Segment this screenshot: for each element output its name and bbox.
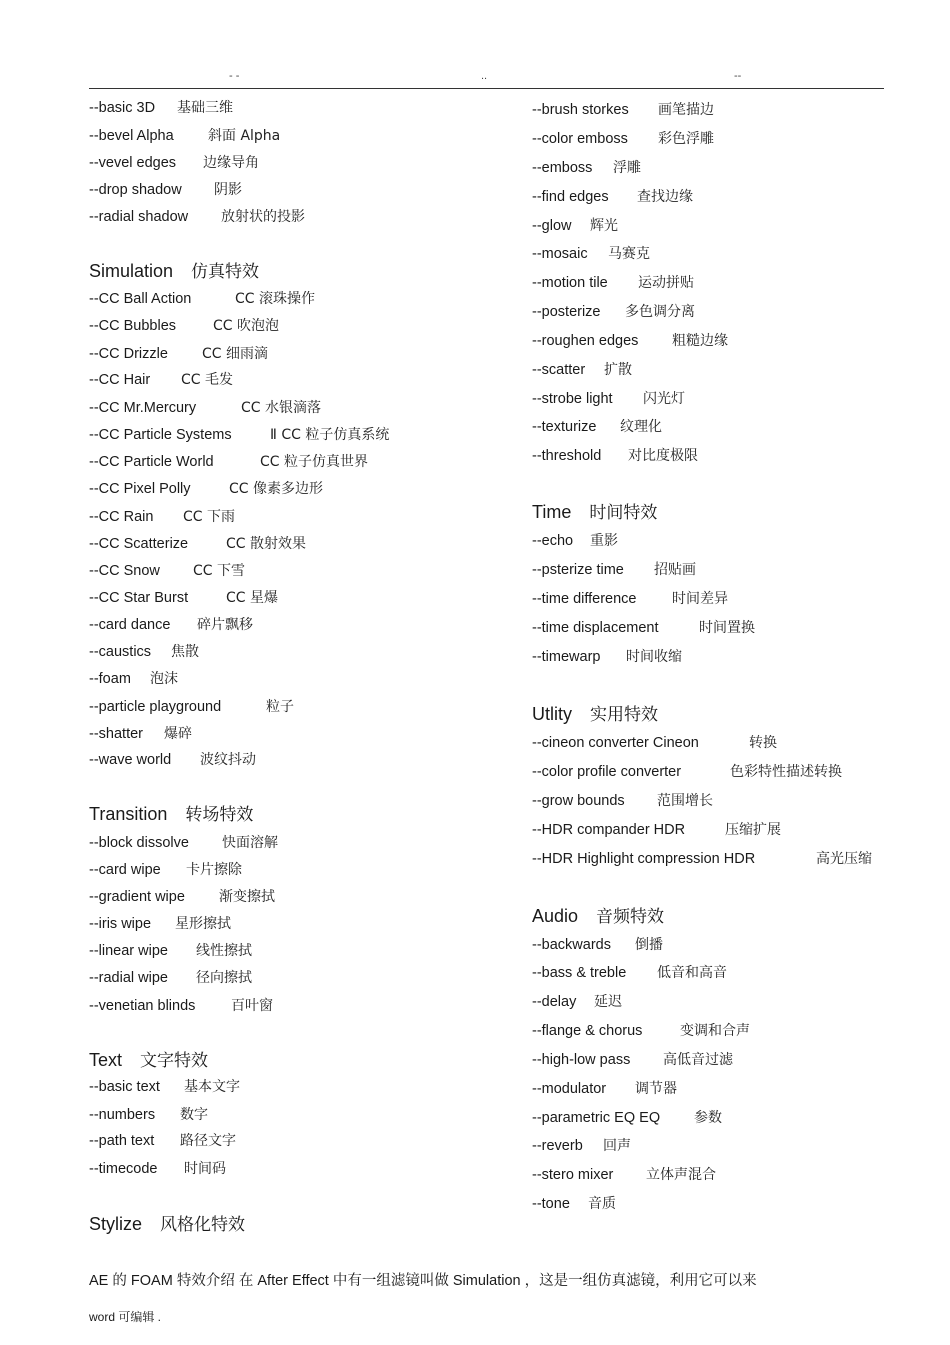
section-heading-en: Stylize xyxy=(89,1214,143,1234)
effect-item xyxy=(532,1079,677,1099)
section-heading-cn: 转场特效 xyxy=(185,805,254,825)
effect-name-en: --delay xyxy=(532,994,577,1010)
effect-name-cn: 纹理化 xyxy=(620,419,662,435)
effect-name-en: --foam xyxy=(89,671,131,687)
effect-item xyxy=(532,1050,733,1070)
effect-item xyxy=(89,507,235,527)
effect-name-en: --modulator xyxy=(532,1081,607,1097)
effect-name-cn: 变调和合声 xyxy=(680,1023,750,1039)
effect-name-en: --grow bounds xyxy=(532,793,625,809)
effect-item xyxy=(532,762,842,782)
effect-name-cn: 查找边缘 xyxy=(637,189,693,205)
effect-item xyxy=(532,647,682,667)
effect-name-en: --gradient wipe xyxy=(89,889,185,905)
effect-item xyxy=(89,370,233,390)
effect-name-cn: 路径文字 xyxy=(180,1133,236,1149)
effect-name-cn: CC 星爆 xyxy=(226,590,279,606)
section-heading-en: Audio xyxy=(532,906,579,926)
header-center-mark: .. xyxy=(481,70,488,82)
effect-name-cn: CC 像素多边形 xyxy=(229,481,324,497)
effect-name-cn: CC 吹泡泡 xyxy=(213,318,280,334)
effect-item xyxy=(532,935,663,955)
section-heading-cn: 文字特效 xyxy=(140,1051,209,1071)
effect-name-en: --timewarp xyxy=(532,649,601,665)
section-heading-en: Transition xyxy=(89,804,168,824)
effect-name-cn: CC 下雪 xyxy=(193,563,246,579)
effect-name-cn: 参数 xyxy=(694,1110,722,1126)
effect-item xyxy=(532,820,781,840)
effect-item xyxy=(89,344,268,364)
page-header xyxy=(89,68,884,89)
effect-name-en: --CC Particle World xyxy=(89,454,214,470)
effect-item xyxy=(89,750,256,770)
effect-name-cn: 范围增长 xyxy=(657,793,713,809)
effect-item xyxy=(532,446,698,466)
effect-name-cn: 边缘导角 xyxy=(203,155,259,171)
effect-item xyxy=(532,302,695,322)
effect-name-cn: CC 细雨滴 xyxy=(202,346,269,362)
effect-name-cn: 运动拼贴 xyxy=(638,275,694,291)
effect-name-en: --threshold xyxy=(532,448,602,464)
effect-name-en: --path text xyxy=(89,1133,155,1149)
effect-name-en: --basic text xyxy=(89,1079,160,1095)
effect-item xyxy=(89,860,242,880)
effect-name-en: --card dance xyxy=(89,617,171,633)
section-heading-en: Text xyxy=(89,1050,123,1070)
effect-item xyxy=(532,360,632,380)
effect-name-en: --HDR Highlight compression HDR xyxy=(532,851,756,867)
effect-name-cn: 时间码 xyxy=(184,1161,226,1177)
section-heading-cn: 仿真特效 xyxy=(191,262,260,282)
effect-name-en: --HDR compander HDR xyxy=(532,822,686,838)
effect-name-cn: 低音和高音 xyxy=(657,965,727,981)
section-heading-en: Utlity xyxy=(532,704,572,724)
effect-name-cn: 压缩扩展 xyxy=(725,822,781,838)
effect-item xyxy=(532,1108,722,1128)
header-left-mark: - - xyxy=(229,70,240,82)
effect-name-en: --emboss xyxy=(532,160,593,176)
effect-name-en: --roughen edges xyxy=(532,333,639,349)
effect-name-en: --radial wipe xyxy=(89,970,168,986)
section-heading xyxy=(89,259,259,284)
effect-item xyxy=(532,417,662,437)
effect-item xyxy=(89,98,233,118)
effect-name-en: --bass & treble xyxy=(532,965,627,981)
effect-item xyxy=(89,697,294,717)
section-heading-en: Time xyxy=(532,502,572,522)
section-heading-cn: 音频特效 xyxy=(596,907,665,927)
effect-name-en: --CC Hair xyxy=(89,372,151,388)
effect-name-cn: 闪光灯 xyxy=(643,391,685,407)
effect-name-cn: CC 毛发 xyxy=(181,372,234,388)
effect-name-en: --timecode xyxy=(89,1161,158,1177)
effect-item xyxy=(89,561,245,581)
effect-item xyxy=(89,724,192,744)
effect-item xyxy=(532,331,728,351)
effect-name-en: --strobe light xyxy=(532,391,613,407)
effect-item xyxy=(532,1021,750,1041)
effect-item xyxy=(89,398,321,418)
effect-name-en: --motion tile xyxy=(532,275,608,291)
effect-item xyxy=(532,560,696,580)
effect-item xyxy=(532,129,714,149)
effect-name-en: --cineon converter Cineon xyxy=(532,735,699,751)
effect-name-en: --shatter xyxy=(89,726,143,742)
effect-item xyxy=(89,1131,236,1151)
effect-name-cn: 线性擦拭 xyxy=(196,943,252,959)
effect-item xyxy=(532,273,694,293)
effect-name-cn: 星形擦拭 xyxy=(175,916,231,932)
effect-name-cn: 斜面 Alpha xyxy=(208,128,281,144)
effect-name-cn: CC 水银滴落 xyxy=(241,400,322,416)
footer-intro-line: AE 的 FOAM 特效介绍 在 After Effect 中有一组滤镜叫做 Simulation ，这是一组仿真滤镜，利用它可以来 xyxy=(89,1273,757,1289)
effect-name-cn: 泡沫 xyxy=(150,671,178,687)
effect-name-cn: 转换 xyxy=(749,735,777,751)
section-heading-cn: 实用特效 xyxy=(590,705,658,725)
effect-name-en: --CC Bubbles xyxy=(89,318,177,334)
effect-item xyxy=(89,479,323,499)
effect-name-en: --iris wipe xyxy=(89,916,152,932)
effect-item xyxy=(89,1159,226,1179)
effect-name-cn: 色彩特性描述转换 xyxy=(730,764,842,780)
effect-name-en: --caustics xyxy=(89,644,152,660)
effect-name-cn: 音质 xyxy=(588,1196,616,1212)
effect-item xyxy=(89,941,252,961)
effect-name-cn: 径向擦拭 xyxy=(196,970,252,986)
effect-name-cn: 碎片飘移 xyxy=(197,617,253,633)
effect-name-cn: 扩散 xyxy=(604,362,632,378)
effect-item xyxy=(89,669,178,689)
effect-name-en: --vevel edges xyxy=(89,155,177,171)
effect-name-cn: 彩色浮雕 xyxy=(658,131,714,147)
effect-name-cn: 浮雕 xyxy=(613,160,641,176)
effect-name-cn: 数字 xyxy=(180,1107,208,1123)
effect-name-en: --CC Star Burst xyxy=(89,590,189,606)
effect-item xyxy=(532,389,685,409)
effect-item xyxy=(89,1077,240,1097)
section-heading xyxy=(532,500,657,525)
effect-name-cn: 百叶窗 xyxy=(231,998,273,1014)
effect-name-cn: 画笔描边 xyxy=(658,102,714,118)
section-heading-cn: 时间特效 xyxy=(589,503,658,523)
effect-name-cn: 基本文字 xyxy=(184,1079,240,1095)
effect-name-cn: 重影 xyxy=(590,533,618,549)
effect-name-en: --reverb xyxy=(532,1138,583,1154)
effect-name-cn: 粗糙边缘 xyxy=(672,333,728,349)
effect-item xyxy=(89,615,253,635)
effect-name-en: --numbers xyxy=(89,1107,156,1123)
effect-name-en: --wave world xyxy=(89,752,172,768)
effect-name-en: --brush storkes xyxy=(532,102,629,118)
effect-name-cn: 调节器 xyxy=(635,1081,677,1097)
header-right-mark: -- xyxy=(734,70,742,82)
effect-item xyxy=(89,207,305,227)
effect-name-cn: CC 粒子仿真世界 xyxy=(260,454,369,470)
effect-item xyxy=(89,833,278,853)
effect-name-en: --echo xyxy=(532,533,574,549)
effect-name-cn: 高光压缩 xyxy=(816,851,872,867)
effect-name-cn: CC 滚珠操作 xyxy=(235,291,316,307)
effect-name-en: --scatter xyxy=(532,362,586,378)
effect-item xyxy=(532,589,728,609)
effect-name-en: --color emboss xyxy=(532,131,628,147)
effect-name-cn: 立体声混合 xyxy=(646,1167,716,1183)
effect-name-en: --venetian blinds xyxy=(89,998,196,1014)
section-heading xyxy=(89,802,253,827)
effect-name-en: --psterize time xyxy=(532,562,624,578)
effect-name-en: --card wipe xyxy=(89,862,161,878)
effect-name-en: --tone xyxy=(532,1196,570,1212)
effect-item xyxy=(89,452,368,472)
effect-name-cn: 波纹抖动 xyxy=(200,752,256,768)
section-heading-cn: 风格化特效 xyxy=(160,1215,246,1235)
section-heading xyxy=(89,1048,208,1073)
effect-item xyxy=(89,914,231,934)
effect-item xyxy=(532,618,755,638)
effect-name-en: --particle playground xyxy=(89,699,222,715)
effect-item xyxy=(89,316,279,336)
effect-name-en: --texturize xyxy=(532,419,597,435)
effect-name-en: --CC Scatterize xyxy=(89,536,189,552)
effect-name-cn: 时间差异 xyxy=(672,591,728,607)
effect-name-en: --block dissolve xyxy=(89,835,189,851)
effect-name-en: --bevel Alpha xyxy=(89,128,174,144)
effect-item xyxy=(89,180,242,200)
effect-item xyxy=(532,733,777,753)
effect-item xyxy=(532,531,618,551)
effect-name-en: --stero mixer xyxy=(532,1167,614,1183)
footer-note: word 可编辑 . xyxy=(89,1310,162,1324)
effect-name-en: --CC Mr.Mercury xyxy=(89,400,197,416)
effect-name-cn: 爆碎 xyxy=(164,726,192,742)
effect-item xyxy=(89,534,306,554)
effect-name-en: --flange & chorus xyxy=(532,1023,643,1039)
effect-item xyxy=(89,289,315,309)
effect-name-en: --CC Particle Systems xyxy=(89,427,232,443)
effect-name-en: --color profile converter xyxy=(532,764,682,780)
effect-item xyxy=(532,244,650,264)
effect-name-en: --basic 3D xyxy=(89,100,156,116)
section-heading xyxy=(532,702,658,727)
effect-name-en: --linear wipe xyxy=(89,943,168,959)
effect-name-cn: 放射状的投影 xyxy=(221,209,305,225)
section-heading xyxy=(89,1212,245,1237)
effect-name-cn: 基础三维 xyxy=(177,100,233,116)
effect-name-cn: 倒播 xyxy=(635,937,663,953)
effect-name-en: --time difference xyxy=(532,591,637,607)
effect-name-cn: 渐变擦拭 xyxy=(219,889,275,905)
effect-item xyxy=(89,968,252,988)
effect-name-en: --drop shadow xyxy=(89,182,182,198)
effect-name-cn: 快面溶解 xyxy=(222,835,278,851)
section-heading xyxy=(532,904,664,929)
effect-item xyxy=(532,1136,631,1156)
effect-item xyxy=(89,887,275,907)
effect-item xyxy=(532,1165,716,1185)
effect-name-en: --time displacement xyxy=(532,620,659,636)
effect-item xyxy=(532,158,641,178)
effect-name-cn: 招贴画 xyxy=(654,562,696,578)
effect-item xyxy=(532,992,622,1012)
effect-name-cn: 回声 xyxy=(603,1138,631,1154)
effect-name-en: --posterize xyxy=(532,304,601,320)
effect-name-en: --find edges xyxy=(532,189,609,205)
effect-name-cn: 粒子 xyxy=(266,699,294,715)
effect-name-cn: 对比度极限 xyxy=(628,448,698,464)
effect-item xyxy=(532,1194,616,1214)
effect-item xyxy=(532,187,693,207)
effect-name-cn: 辉光 xyxy=(590,218,618,234)
section-heading-en: Simulation xyxy=(89,261,174,281)
effect-name-en: --mosaic xyxy=(532,246,588,262)
effect-name-en: --radial shadow xyxy=(89,209,189,225)
effect-name-cn: CC 散射效果 xyxy=(226,536,307,552)
effect-name-cn: CC 下雨 xyxy=(183,509,236,525)
effect-name-en: --CC Ball Action xyxy=(89,291,192,307)
effect-name-cn: 时间收缩 xyxy=(626,649,682,665)
effect-item xyxy=(89,1105,208,1125)
effect-name-en: --parametric EQ EQ xyxy=(532,1110,661,1126)
effect-name-cn: 高低音过滤 xyxy=(663,1052,733,1068)
effect-name-en: --glow xyxy=(532,218,572,234)
effect-name-cn: 马赛克 xyxy=(608,246,650,262)
effect-name-cn: 阴影 xyxy=(214,182,242,198)
effect-item xyxy=(89,642,199,662)
effect-item xyxy=(89,425,389,445)
effect-name-en: --backwards xyxy=(532,937,611,953)
effect-item xyxy=(532,216,618,236)
effect-name-en: --CC Pixel Polly xyxy=(89,481,191,497)
effect-item xyxy=(532,791,713,811)
effect-name-cn: 卡片擦除 xyxy=(186,862,242,878)
effect-item xyxy=(532,849,872,869)
effect-item xyxy=(89,996,273,1016)
effect-item xyxy=(89,153,259,173)
effect-name-cn: Ⅱ CC 粒子仿真系统 xyxy=(270,427,390,443)
effect-name-cn: 焦散 xyxy=(171,644,199,660)
effect-item xyxy=(532,100,714,120)
effect-item xyxy=(532,963,727,983)
effect-item xyxy=(89,588,278,608)
effect-item xyxy=(89,126,280,146)
effect-name-cn: 延迟 xyxy=(594,994,622,1010)
effect-name-en: --CC Rain xyxy=(89,509,154,525)
effect-name-cn: 多色调分离 xyxy=(625,304,695,320)
effect-name-en: --CC Snow xyxy=(89,563,160,579)
effect-name-en: --high-low pass xyxy=(532,1052,631,1068)
effect-name-en: --CC Drizzle xyxy=(89,346,168,362)
effect-name-cn: 时间置换 xyxy=(699,620,755,636)
